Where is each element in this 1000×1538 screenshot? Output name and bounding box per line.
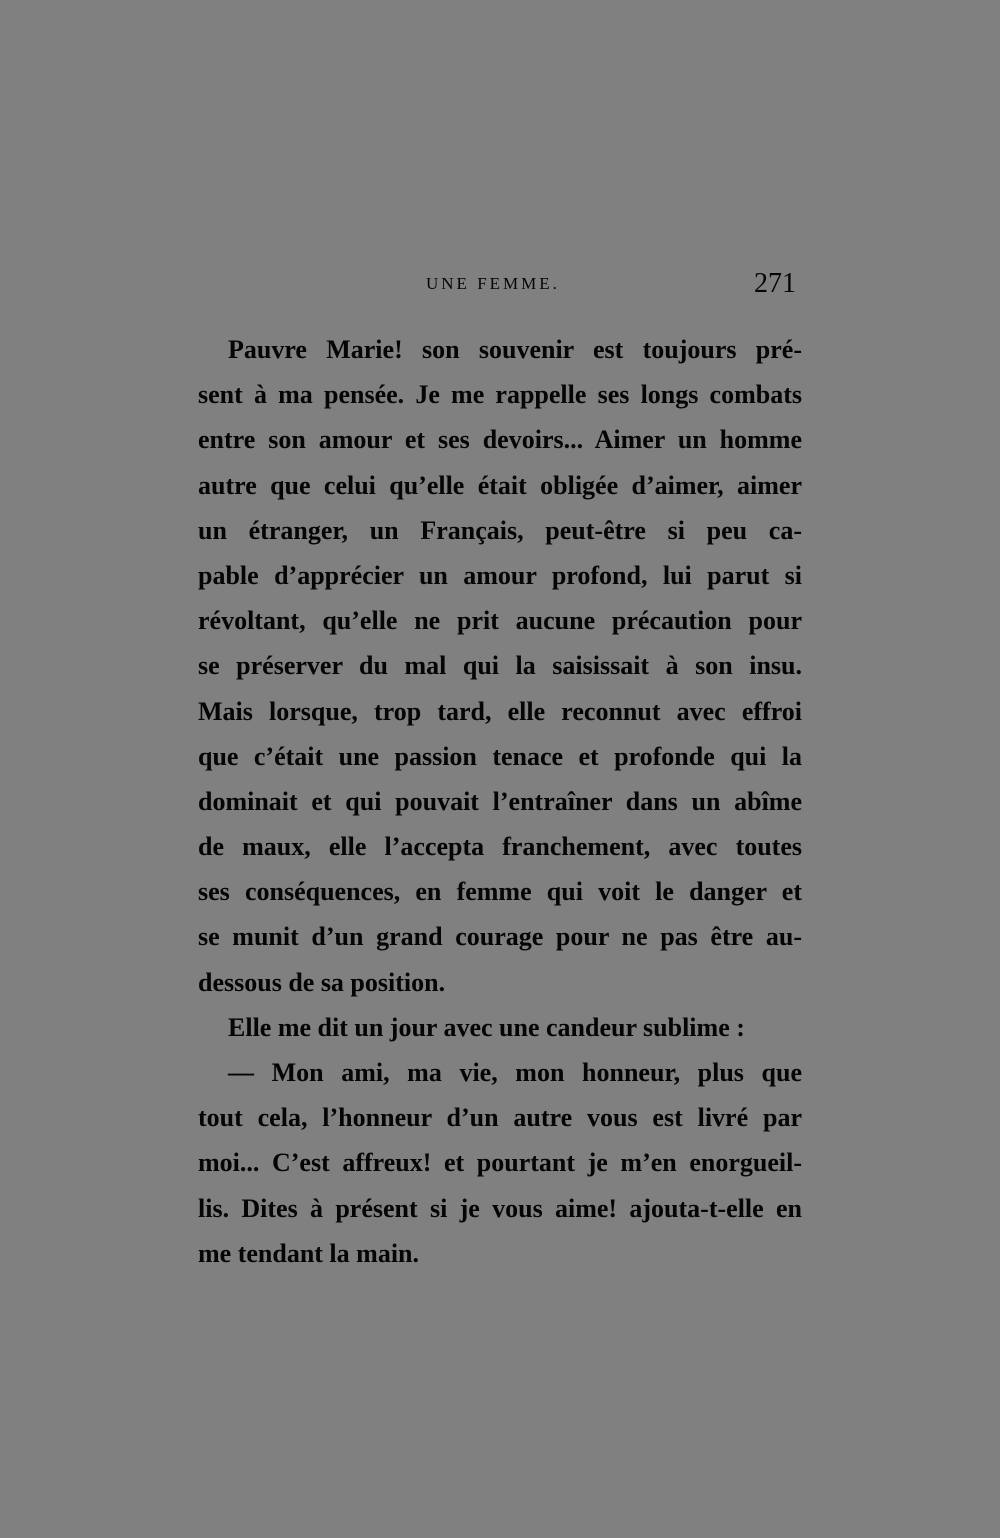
text-line: lis. Dites à présent si je vous aime! ajouta-t-elle en [198, 1193, 802, 1223]
body-text [198, 327, 802, 1276]
text-line: — Mon ami, ma vie, mon honneur, plus que [228, 1058, 802, 1087]
text-line: se préserver du mal qui la saisissait à son insu. [198, 651, 802, 681]
running-head [198, 270, 800, 310]
page-number: 271 [754, 268, 796, 299]
text-line: moi... C’est affreux! et pourtant je m’en enorgueil- [198, 1148, 802, 1178]
text-line: autre que celui qu’elle était obligée d’aimer, aimer [198, 470, 802, 500]
text-line: dessous de sa position. [198, 967, 446, 997]
text-line: dominait et qui pouvait l’entraîner dans un abîme [198, 786, 802, 816]
text-line: révoltant, qu’elle ne prit aucune précaution pour [198, 606, 802, 636]
text-line: me tendant la main. [198, 1238, 419, 1268]
text-line: entre son amour et ses devoirs... Aimer un homme [198, 425, 802, 455]
text-line: de maux, elle l’accepta franchement, avec toutes [198, 832, 802, 862]
text-line: Mais lorsque, trop tard, elle reconnut avec effroi [198, 696, 802, 726]
text-line: que c’était une passion tenace et profonde qui la [198, 741, 802, 771]
text-line: pable d’apprécier un amour profond, lui parut si [198, 560, 802, 590]
text-line: un étranger, un Français, peut-être si peu ca- [198, 515, 802, 545]
running-title: UNE FEMME. [426, 274, 560, 293]
text-line: se munit d’un grand courage pour ne pas être au- [198, 922, 802, 952]
text-line: sent à ma pensée. Je me rappelle ses longs combats [198, 380, 802, 410]
text-line: Pauvre Marie! son souvenir est toujours pré- [228, 335, 802, 364]
text-line: ses conséquences, en femme qui voit le danger et [198, 877, 802, 907]
text-line: tout cela, l’honneur d’un autre vous est livré par [198, 1103, 802, 1133]
text-line: Elle me dit un jour avec une candeur sublime : [228, 1012, 745, 1042]
